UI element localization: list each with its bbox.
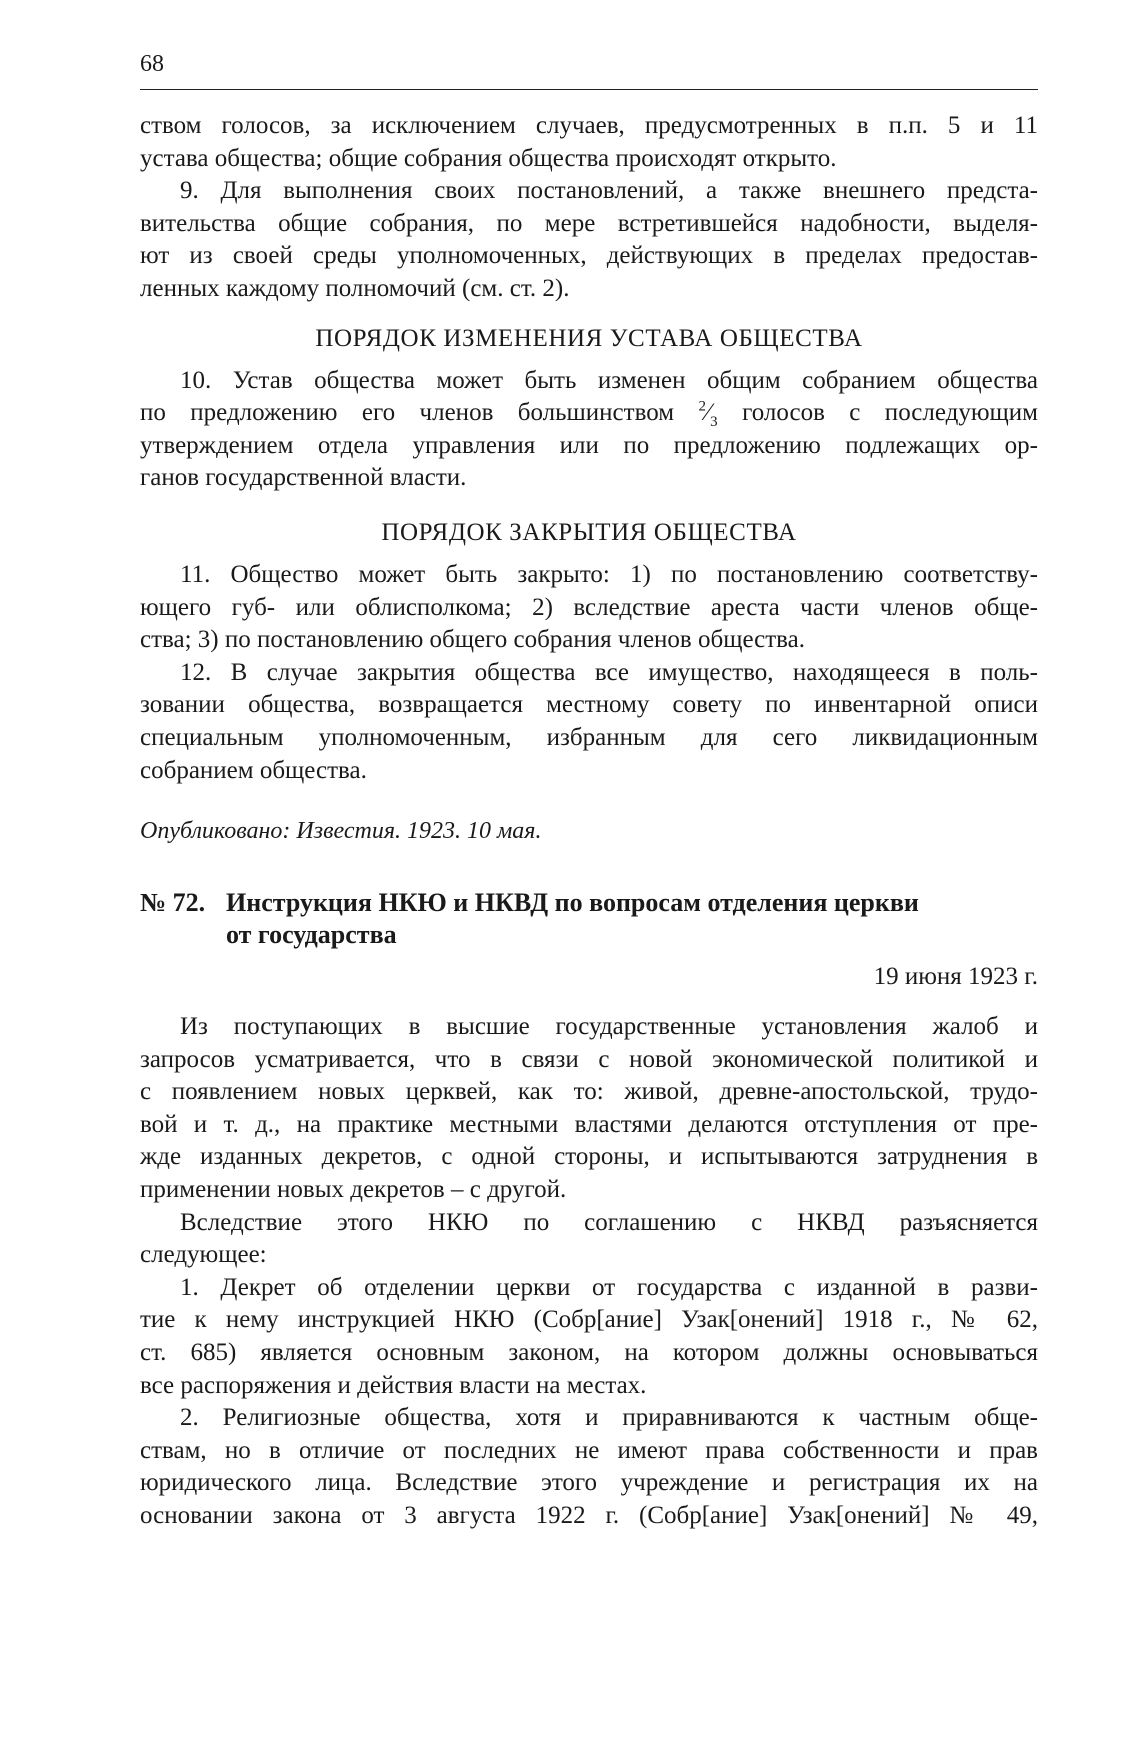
- document-date: 19 июня 1923 г.: [873, 963, 1038, 991]
- text-line: 11. Общество может быть закрыто: 1) по постановлению соответству-: [180, 560, 1038, 588]
- publication-note: Опубликовано: Известия. 1923. 10 мая.: [140, 818, 542, 845]
- header-rule: [140, 89, 1038, 90]
- paragraph-item-9: [140, 175, 1038, 305]
- text-line: применении новых декретов – с другой.: [140, 1176, 567, 1204]
- text-line: основании закона от 3 августа 1922 г. (Собр[ание] Узак[онений] № 49,: [140, 1502, 1038, 1529]
- text-line: устава общества; общие собрания общества происходят открыто.: [140, 144, 837, 172]
- text-line: ющего губ- или облисполкома; 2) вследствие ареста части членов обще-: [140, 593, 1038, 621]
- text-line: запросов усматривается, что в связи с новой экономической политикой и: [140, 1045, 1038, 1073]
- document-title-line: от государства: [226, 920, 397, 950]
- text-line: жде изданных декретов, с одной стороны, и испытываются затруднения в: [140, 1143, 1038, 1171]
- text-line: Из поступающих в высшие государственные установления жалоб и: [180, 1013, 1038, 1041]
- text-line: ствам, но в отличие от последних не имеют права собственности и прав: [140, 1436, 1038, 1464]
- text-fragment: голосов с последующим: [717, 399, 1038, 427]
- text-line: тие к нему инструкцией НКЮ (Собр[ание] Узак[онений] 1918 г., № 62,: [140, 1306, 1038, 1334]
- paragraph-continuation: [140, 110, 1038, 175]
- page-number: 68: [140, 51, 164, 77]
- paragraph-point-2: [140, 1402, 1038, 1532]
- text-line: 10. Устав общества может быть изменен общим собранием общества: [180, 366, 1038, 394]
- text-line: 1. Декрет об отделении церкви от государства с изданной в разви-: [180, 1273, 1038, 1301]
- text-line-with-fraction: по предложению его членов большинством $^2⁄_3$ голосов с последующим: [140, 398, 1038, 431]
- text-line: 12. В случае закрытия общества все имущество, находящееся в поль-: [180, 658, 1038, 686]
- text-fragment: по предложению его членов большинством: [140, 399, 699, 427]
- text-line: Вследствие этого НКЮ по соглашению с НКВД разъясняется: [180, 1208, 1038, 1236]
- text-line: все распоряжения и действия власти на местах.: [140, 1371, 647, 1399]
- text-line: вой и т. д., на практике местными властями делаются отступления от пре-: [140, 1110, 1038, 1138]
- paragraph-intro: [140, 1011, 1038, 1207]
- fraction-denominator: 3: [710, 414, 718, 431]
- text-line: вительства общие собрания, по мере встретившейся надобности, выделя-: [140, 209, 1038, 237]
- paragraph-consequently: [140, 1207, 1038, 1272]
- section-heading-closure: ПОРЯДОК ЗАКРЫТИЯ ОБЩЕСТВА: [381, 518, 797, 546]
- text-line: ства; 3) по постановлению общего собрания членов общества.: [140, 626, 806, 654]
- fraction-numerator: 2: [698, 398, 706, 415]
- document-title-line: Инструкция НКЮ и НКВД по вопросам отделения церкви: [226, 888, 919, 918]
- document-number: № 72.: [140, 888, 206, 918]
- paragraph-point-1: [140, 1272, 1038, 1402]
- text-line: с появлением новых церквей, как то: живой, древне-апостольской, трудо-: [140, 1078, 1038, 1106]
- text-line: ленных каждому полномочий (см. ст. 2).: [140, 274, 570, 302]
- text-line: зовании общества, возвращается местному совету по инвентарной описи: [140, 691, 1038, 719]
- text-line: юридического лица. Вследствие этого учреждение и регистрация их на: [140, 1469, 1038, 1497]
- text-line: 2. Религиозные общества, хотя и приравниваются к частным обще-: [180, 1404, 1038, 1432]
- text-line: специальным уполномоченным, избранным для сего ликвидационным: [140, 723, 1038, 751]
- paragraph-item-12: [140, 657, 1038, 787]
- text-line: ст. 685) является основным законом, на котором должны основываться: [140, 1339, 1038, 1367]
- text-line: ством голосов, за исключением случаев, предусмотренных в п.п. 5 и 11: [140, 112, 1038, 139]
- text-line: ют из своей среды уполномоченных, действующих в пределах предостав-: [140, 242, 1038, 270]
- text-line: следующее:: [140, 1241, 267, 1269]
- page-content: [140, 110, 1038, 1533]
- text-line: 9. Для выполнения своих постановлений, а также внешнего предста-: [180, 177, 1038, 205]
- section-heading-amendment: ПОРЯДОК ИЗМЕНЕНИЯ УСТАВА ОБЩЕСТВА: [315, 324, 863, 352]
- paragraph-item-11: [140, 559, 1038, 657]
- paragraph-item-10: [140, 365, 1038, 495]
- document-title: [140, 887, 1038, 951]
- text-line: собранием общества.: [140, 756, 367, 784]
- text-line: ганов государственной власти.: [140, 464, 467, 492]
- text-line: утверждением отдела управления или по предложению подлежащих ор-: [140, 431, 1038, 459]
